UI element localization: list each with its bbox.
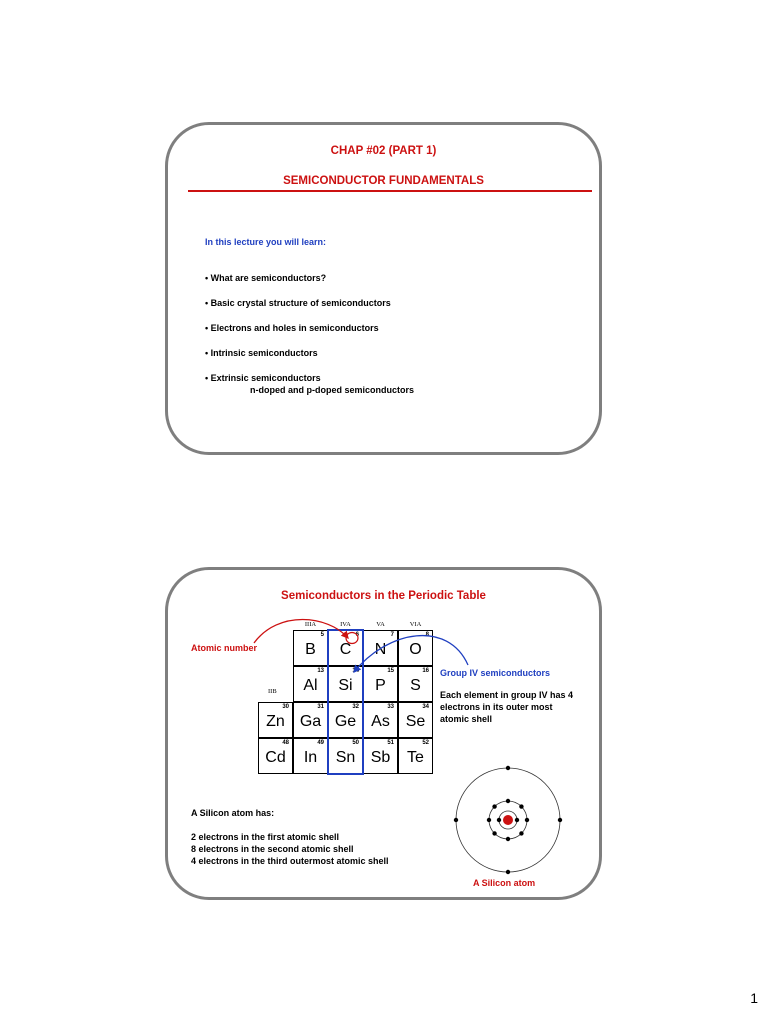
element-atomic-number: 33 bbox=[387, 704, 394, 710]
electron bbox=[506, 837, 510, 841]
slide-2 bbox=[165, 567, 602, 900]
element-symbol: Zn bbox=[266, 713, 285, 730]
element-symbol: C bbox=[339, 641, 352, 658]
sub-bullet-item: n-doped and p-doped semiconductors bbox=[250, 385, 414, 395]
electron bbox=[454, 818, 458, 822]
silicon-line: 2 electrons in the first atomic shell bbox=[191, 832, 340, 842]
element-atomic-number: 14 bbox=[352, 668, 359, 674]
bullet-item: • Electrons and holes in semiconductors bbox=[205, 323, 379, 333]
silicon-heading: A Silicon atom has: bbox=[191, 808, 275, 818]
title-divider bbox=[188, 190, 592, 192]
group-header: IIIA bbox=[304, 621, 317, 628]
element-atomic-number: 32 bbox=[352, 704, 359, 710]
atomic-number-label: Atomic number bbox=[191, 643, 258, 653]
slide-1-title: SEMICONDUCTOR FUNDAMENTALS bbox=[283, 175, 484, 187]
element-symbol: Sn bbox=[335, 749, 356, 766]
electron bbox=[506, 870, 510, 874]
element-symbol: S bbox=[410, 677, 421, 694]
element-symbol: Se bbox=[405, 713, 426, 730]
atomic-number-arrow bbox=[254, 620, 348, 644]
element-symbol: In bbox=[303, 749, 318, 766]
element-symbol: Te bbox=[407, 749, 424, 766]
electron bbox=[519, 804, 523, 808]
element-symbol: Sb bbox=[370, 749, 391, 766]
element-atomic-number: 8 bbox=[425, 632, 429, 638]
element-atomic-number: 15 bbox=[387, 668, 394, 674]
element-symbol: N bbox=[374, 641, 387, 658]
element-atomic-number: 31 bbox=[317, 704, 324, 710]
element-atomic-number: 49 bbox=[317, 740, 324, 746]
element-symbol: Ga bbox=[299, 713, 322, 730]
element-symbol: O bbox=[409, 641, 422, 658]
electron bbox=[558, 818, 562, 822]
element-atomic-number: 16 bbox=[422, 668, 429, 674]
group-iv-arrow bbox=[354, 636, 468, 672]
silicon-line: 8 electrons in the second atomic shell bbox=[191, 844, 354, 854]
nucleus bbox=[503, 815, 513, 825]
element-symbol: B bbox=[305, 641, 316, 658]
electron bbox=[487, 818, 491, 822]
slide-2-title: Semiconductors in the Periodic Table bbox=[281, 590, 486, 602]
element-symbol: Cd bbox=[265, 749, 286, 766]
electron bbox=[492, 804, 496, 808]
group-iv-label: Group IV semiconductors bbox=[440, 668, 551, 678]
electron bbox=[497, 818, 501, 822]
silicon-line: 4 electrons in the third outermost atomic shell bbox=[191, 856, 389, 866]
group-header-iib: IIB bbox=[268, 688, 277, 695]
element-atomic-number: 7 bbox=[390, 632, 394, 638]
group-desc-line: Each element in group IV has 4 bbox=[440, 690, 574, 700]
silicon-atom-diagram bbox=[448, 760, 568, 880]
slide-1 bbox=[165, 122, 602, 455]
group-header: VIA bbox=[409, 621, 422, 628]
group-desc-line: atomic shell bbox=[440, 714, 493, 724]
element-atomic-number: 34 bbox=[422, 704, 429, 710]
element-atomic-number: 52 bbox=[422, 740, 429, 746]
bullet-item: • Intrinsic semiconductors bbox=[205, 348, 318, 358]
electron bbox=[519, 831, 523, 835]
electron bbox=[506, 766, 510, 770]
bullet-item: • Extrinsic semiconductors bbox=[205, 373, 321, 383]
bullet-item: • Basic crystal structure of semiconductors bbox=[205, 298, 391, 308]
atom-caption: A Silicon atom bbox=[473, 878, 536, 888]
element-atomic-number: 5 bbox=[320, 632, 324, 638]
electron bbox=[525, 818, 529, 822]
element-atomic-number: 48 bbox=[282, 740, 289, 746]
element-symbol: P bbox=[375, 677, 386, 694]
element-atomic-number: 6 bbox=[355, 632, 359, 638]
lecture-intro: In this lecture you will learn: bbox=[205, 237, 327, 247]
chapter-heading: CHAP #02 (PART 1) bbox=[330, 145, 437, 157]
element-atomic-number: 13 bbox=[317, 668, 324, 674]
element-atomic-number: 30 bbox=[282, 704, 289, 710]
group-desc-line: electrons in its outer most bbox=[440, 702, 553, 712]
group-header: VA bbox=[376, 621, 385, 628]
element-symbol: Ge bbox=[334, 713, 357, 730]
electron bbox=[506, 799, 510, 803]
element-atomic-number: 51 bbox=[387, 740, 394, 746]
bullet-item: • What are semiconductors? bbox=[205, 273, 327, 283]
element-atomic-number: 50 bbox=[352, 740, 359, 746]
group-header: IVA bbox=[340, 621, 351, 628]
electron bbox=[515, 818, 519, 822]
electron bbox=[492, 831, 496, 835]
page-number: 1 bbox=[750, 990, 758, 1006]
element-symbol: As bbox=[371, 713, 390, 730]
element-symbol: Si bbox=[338, 677, 353, 694]
element-symbol: Al bbox=[303, 677, 318, 694]
